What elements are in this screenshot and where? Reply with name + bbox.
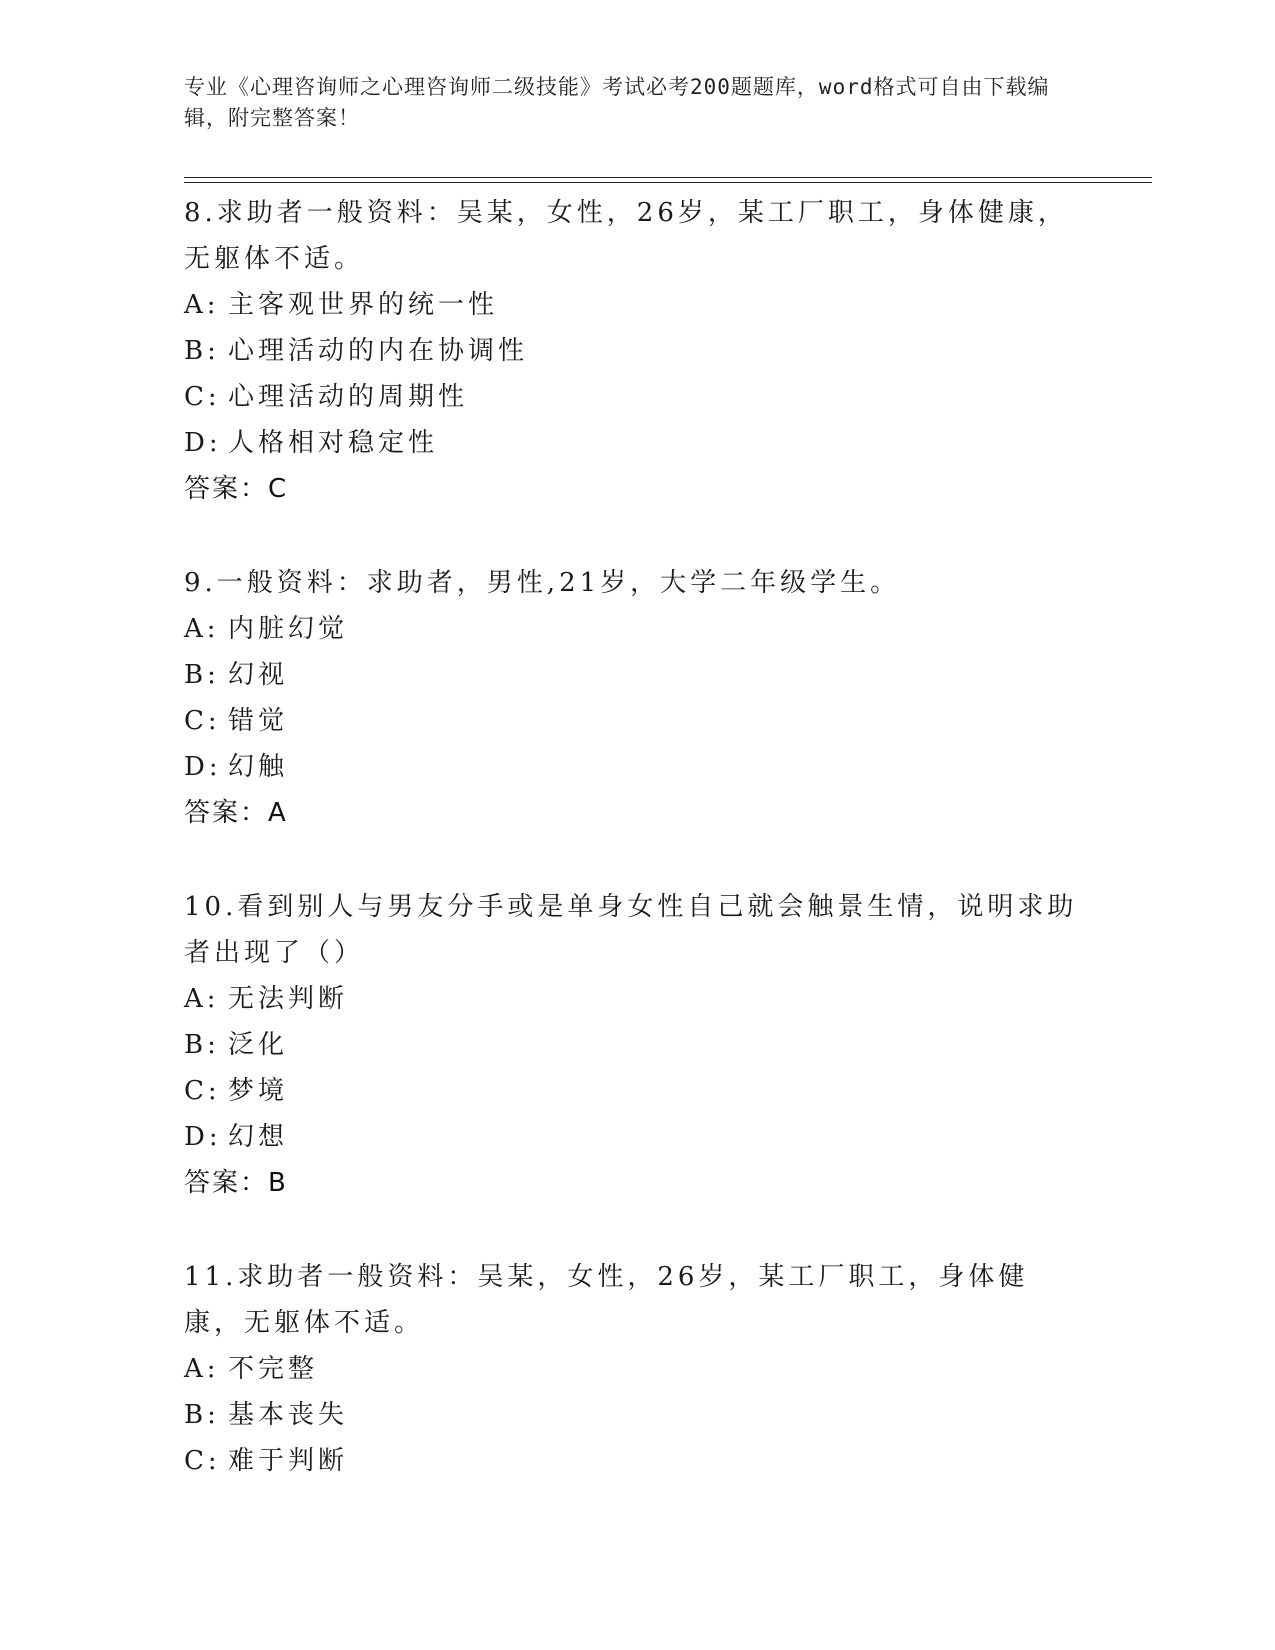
option-b [184, 1392, 1084, 1438]
document-header: 专业《心理咨询师之心理咨询师二级技能》考试必考200题题库，word格式可自由下载编辑，附完整答案！ [184, 75, 1050, 130]
option-text: 无法判断 [228, 984, 349, 1014]
option-text: 心理活动的周期性 [228, 382, 469, 412]
question-11 [184, 1254, 1084, 1484]
option-c [184, 698, 1084, 744]
option-b [184, 328, 1084, 374]
option-key: C: [184, 706, 221, 736]
option-text: 不完整 [228, 1354, 319, 1384]
option-text: 内脏幻觉 [228, 614, 349, 644]
option-text: 难于判断 [228, 1446, 349, 1476]
option-key: D: [184, 428, 222, 458]
option-text: 幻视 [228, 660, 289, 690]
option-c [184, 1068, 1084, 1114]
option-text: 幻想 [228, 1122, 289, 1152]
option-key: C: [184, 382, 221, 412]
option-key: A: [184, 1354, 220, 1384]
question-stem: 8.求助者一般资料：吴某，女性，26岁，某工厂职工，身体健康，无躯体不适。 [184, 198, 1068, 274]
option-key: B: [184, 1400, 220, 1430]
option-text: 人格相对稳定性 [228, 428, 439, 458]
option-d [184, 1114, 1084, 1160]
option-key: A: [184, 290, 220, 320]
question-9 [184, 560, 1084, 836]
option-text: 主客观世界的统一性 [228, 290, 499, 320]
option-key: A: [184, 984, 220, 1014]
option-key: B: [184, 660, 220, 690]
option-key: D: [184, 1122, 222, 1152]
header-divider-top [184, 177, 1152, 178]
answer-line: 答案：A [184, 798, 288, 828]
option-b [184, 652, 1084, 698]
option-a [184, 976, 1084, 1022]
option-a [184, 282, 1084, 328]
question-10 [184, 884, 1084, 1206]
option-text: 错觉 [228, 706, 289, 736]
option-c [184, 1438, 1084, 1484]
option-d [184, 744, 1084, 790]
header-divider-bottom [184, 182, 1152, 183]
option-key: D: [184, 752, 222, 782]
option-c [184, 374, 1084, 420]
option-d [184, 420, 1084, 466]
option-key: B: [184, 336, 220, 366]
option-a [184, 1346, 1084, 1392]
option-text: 心理活动的内在协调性 [228, 336, 529, 366]
question-list [184, 190, 1084, 1532]
option-key: C: [184, 1076, 221, 1106]
answer-line: 答案：C [184, 474, 289, 504]
option-key: C: [184, 1446, 221, 1476]
question-stem: 11.求助者一般资料：吴某，女性，26岁，某工厂职工，身体健康，无躯体不适。 [184, 1262, 1029, 1338]
option-key: A: [184, 614, 220, 644]
question-8 [184, 190, 1084, 512]
option-text: 基本丧失 [228, 1400, 349, 1430]
answer-line: 答案：B [184, 1168, 288, 1198]
option-a [184, 606, 1084, 652]
option-text: 幻触 [228, 752, 289, 782]
option-text: 泛化 [228, 1030, 289, 1060]
question-stem: 9.一般资料：求助者，男性,21岁，大学二年级学生。 [184, 568, 901, 598]
option-text: 梦境 [228, 1076, 289, 1106]
option-b [184, 1022, 1084, 1068]
option-key: B: [184, 1030, 220, 1060]
question-stem: 10.看到别人与男友分手或是单身女性自己就会触景生情，说明求助者出现了（） [184, 892, 1078, 968]
